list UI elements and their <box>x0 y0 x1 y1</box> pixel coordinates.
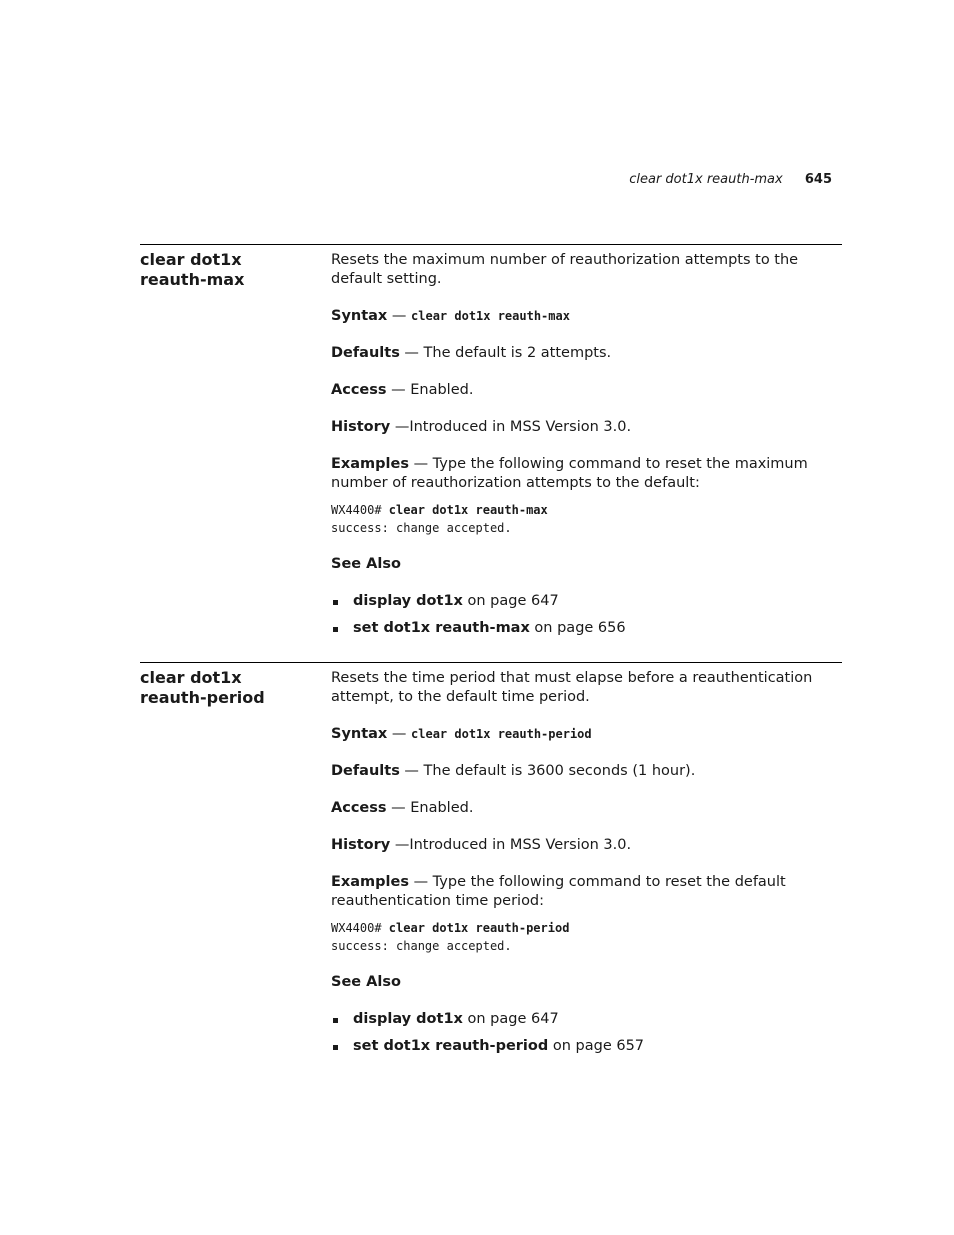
code-command: clear dot1x reauth-max <box>388 503 548 517</box>
history-text: —Introduced in MSS Version 3.0. <box>390 419 632 435</box>
history-line <box>331 418 841 437</box>
code-command: clear dot1x reauth-period <box>388 921 570 935</box>
history-label: History <box>331 419 391 435</box>
bullet-icon <box>333 627 338 632</box>
examples-text: — Type the following command to reset the default reauthentication time period: <box>331 874 786 909</box>
running-header <box>629 171 832 189</box>
defaults-line <box>331 344 841 363</box>
section-title <box>140 668 320 708</box>
syntax-command: clear dot1x reauth-period <box>411 727 592 741</box>
description: Resets the maximum number of reauthorization attempts to the default setting. <box>331 252 799 287</box>
ref-page: on page 647 <box>462 593 559 609</box>
see-also-heading: See Also <box>331 974 401 990</box>
examples-line <box>331 455 841 493</box>
see-also-item[interactable] <box>331 619 841 638</box>
code-example <box>331 501 841 537</box>
examples-label: Examples <box>331 874 409 890</box>
see-also-heading: See Also <box>331 556 401 572</box>
see-also-item[interactable] <box>331 1037 841 1056</box>
history-text: —Introduced in MSS Version 3.0. <box>390 837 632 853</box>
syntax-separator: — <box>387 726 412 742</box>
defaults-line <box>331 762 841 781</box>
page-number: 645 <box>804 172 832 187</box>
see-also-item[interactable] <box>331 592 841 611</box>
ref-name: display dot1x <box>353 593 463 609</box>
see-also-item[interactable] <box>331 1010 841 1029</box>
description: Resets the time period that must elapse before a reauthentication attempt, to the default time period. <box>331 670 813 705</box>
section-title-line1: clear dot1x <box>140 250 242 269</box>
section-title-line2: reauth-max <box>140 270 245 289</box>
ref-page: on page 656 <box>529 620 626 636</box>
history-label: History <box>331 837 391 853</box>
ref-name: set dot1x reauth-max <box>353 620 530 636</box>
defaults-text: — The default is 2 attempts. <box>399 345 612 361</box>
code-prompt: WX4400# <box>331 921 389 935</box>
ref-name: display dot1x <box>353 1011 463 1027</box>
section-title-line1: clear dot1x <box>140 668 242 687</box>
syntax-label: Syntax <box>331 726 388 742</box>
see-also-list <box>331 592 841 638</box>
syntax-label: Syntax <box>331 308 388 324</box>
syntax-line <box>331 725 841 744</box>
defaults-label: Defaults <box>331 345 400 361</box>
section-body <box>331 251 841 646</box>
defaults-text: — The default is 3600 seconds (1 hour). <box>399 763 696 779</box>
code-prompt: WX4400# <box>331 503 389 517</box>
ref-page: on page 647 <box>462 1011 559 1027</box>
access-label: Access <box>331 800 387 816</box>
code-example <box>331 919 841 955</box>
access-text: — Enabled. <box>386 800 474 816</box>
bullet-icon <box>333 1045 338 1050</box>
see-also-list <box>331 1010 841 1056</box>
examples-label: Examples <box>331 456 409 472</box>
bullet-icon <box>333 1018 338 1023</box>
history-line <box>331 836 841 855</box>
access-label: Access <box>331 382 387 398</box>
ref-name: set dot1x reauth-period <box>353 1038 549 1054</box>
running-title: clear dot1x reauth-max <box>629 172 783 187</box>
access-line <box>331 799 841 818</box>
examples-line <box>331 873 841 911</box>
examples-text: — Type the following command to reset the maximum number of reauthorization attempts to the default: <box>331 456 808 491</box>
code-output: success: change accepted. <box>331 939 512 953</box>
access-text: — Enabled. <box>386 382 474 398</box>
syntax-separator: — <box>387 308 412 324</box>
section-title <box>140 250 320 290</box>
syntax-line <box>331 307 841 326</box>
section-clear-dot1x-reauth-max <box>140 244 842 636</box>
bullet-icon <box>333 600 338 605</box>
code-output: success: change accepted. <box>331 521 512 535</box>
syntax-command: clear dot1x reauth-max <box>411 309 570 323</box>
ref-page: on page 657 <box>548 1038 645 1054</box>
section-title-line2: reauth-period <box>140 688 265 707</box>
defaults-label: Defaults <box>331 763 400 779</box>
section-clear-dot1x-reauth-period <box>140 662 842 1054</box>
access-line <box>331 381 841 400</box>
section-body <box>331 669 841 1064</box>
